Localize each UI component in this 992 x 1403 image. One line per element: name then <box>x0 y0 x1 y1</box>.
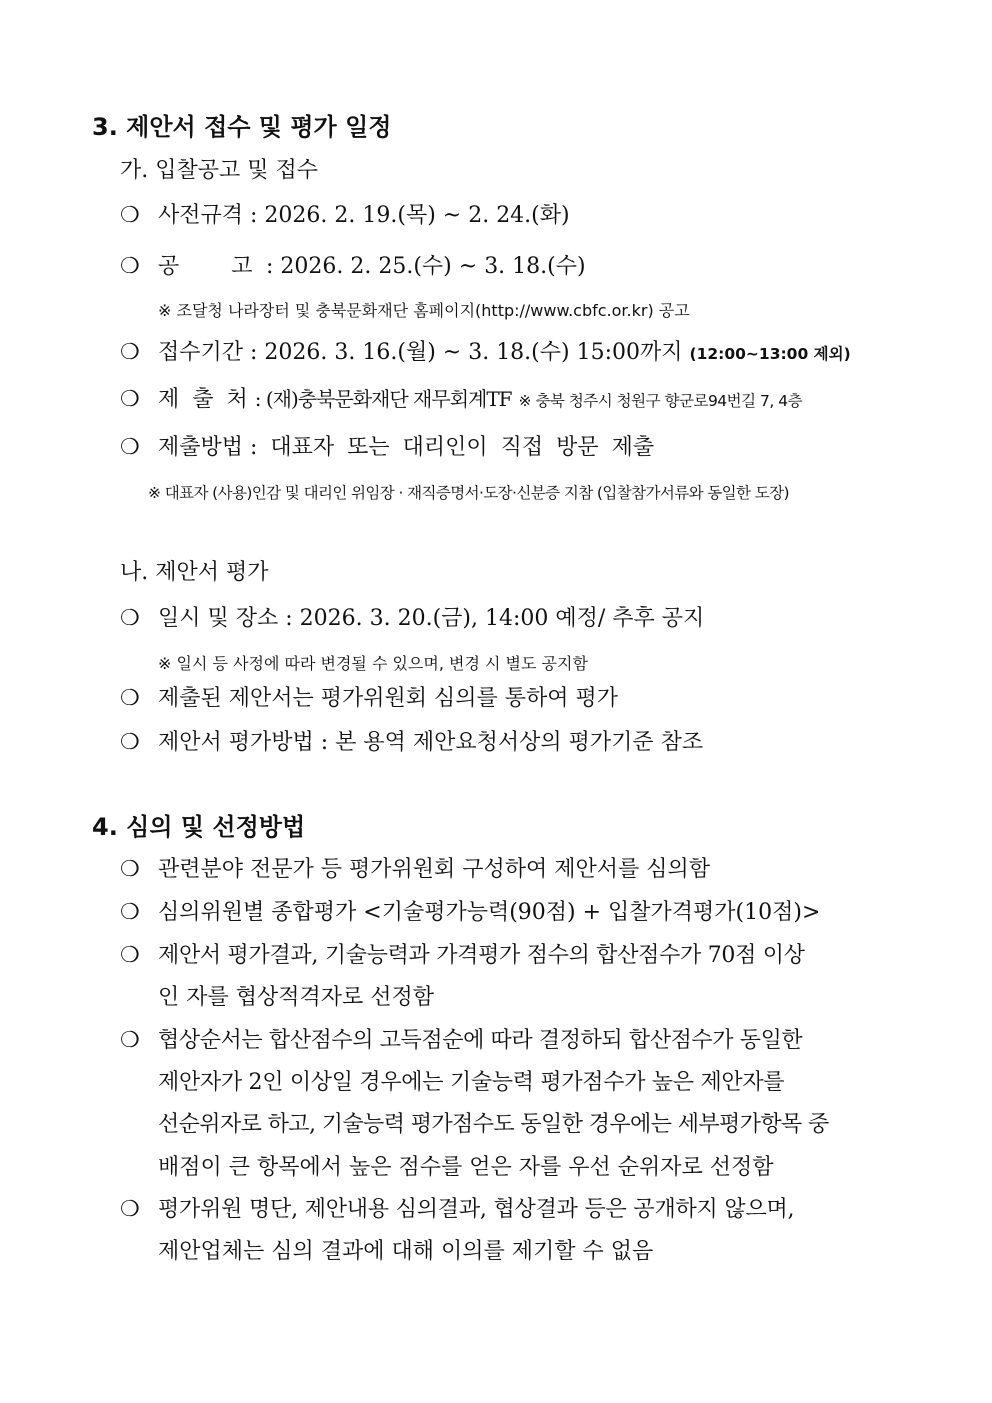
bullet-icon: ❍ <box>120 1028 140 1053</box>
subsection-b-heading: 나. 제안서 평가 <box>120 560 269 585</box>
list-item-place <box>120 387 802 413</box>
bullet-icon: ❍ <box>120 254 140 279</box>
ranking-text-line2: 제안자가 2인 이상일 경우에는 기술능력 평가점수가 높은 제안자를 <box>158 1070 785 1095</box>
bullet-icon: ❍ <box>120 730 140 755</box>
bullet-icon: ❍ <box>120 606 140 631</box>
notice-note: ※ 조달청 나라장터 및 충북문화재단 홈페이지(http://www.cbfc.or.kr) 공고 <box>158 301 690 320</box>
bullet-icon: ❍ <box>120 857 140 882</box>
notice-value: : 2026. 2. 25.(수) ~ 3. 18.(수) <box>266 254 586 279</box>
ranking-text-line4: 배점이 큰 항목에서 높은 점수를 얻은 자를 우선 순위자로 선정함 <box>158 1155 774 1180</box>
section-3-heading: 3. 제안서 접수 및 평가 일정 <box>92 113 392 141</box>
scoring-text: 심의위원별 종합평가 <기술평가능력(90점) + 입찰가격평가(10점)> <box>158 900 821 925</box>
bullet-icon: ❍ <box>120 1197 140 1222</box>
period-value: : 2026. 3. 16.(월) ~ 3. 18.(수) 15:00까지 <box>250 340 683 365</box>
method-note: ※ 대표자 (사용)인감 및 대리인 위임장 · 재직증명서·도장·신분증 지참 (입찰참가서류와 동일한 도장) <box>148 484 789 502</box>
ranking-text-line1: 협상순서는 합산점수의 고득점순에 따라 결정하되 합산점수가 동일한 <box>158 1028 803 1053</box>
pre-spec-label: 사전규격 <box>158 203 244 228</box>
list-item-eval-date <box>120 606 704 632</box>
period-extra: (12:00~13:00 제외) <box>689 345 851 363</box>
period-label: 접수기간 <box>158 340 244 365</box>
method-value: : 대표자 또는 대리인이 직접 방문 제출 <box>250 435 655 460</box>
ranking-text-line3: 선순위자로 하고, 기술능력 평가점수도 동일한 경우에는 세부평가항목 중 <box>158 1112 829 1137</box>
pre-spec-value: : 2026. 2. 19.(목) ~ 2. 24.(화) <box>250 203 570 228</box>
notice-label: 공 고 <box>158 254 253 279</box>
list-item-scoring <box>120 900 820 926</box>
list-item-notice <box>120 254 586 280</box>
list-item-confidentiality <box>120 1197 794 1223</box>
list-item-pre-spec <box>120 203 570 229</box>
bullet-icon: ❍ <box>120 340 140 365</box>
section-4-heading: 4. 심의 및 선정방법 <box>92 813 306 841</box>
list-item-period <box>120 340 851 366</box>
bullet-icon: ❍ <box>120 435 140 460</box>
bullet-icon: ❍ <box>120 203 140 228</box>
committee-text: 관련분야 전문가 등 평가위원회 구성하여 제안서를 심의함 <box>158 857 711 882</box>
bullet-icon: ❍ <box>120 943 140 968</box>
eval-date-text: 일시 및 장소 : 2026. 3. 20.(금), 14:00 예정/ 추후 공지 <box>158 606 705 631</box>
confidentiality-text-line1: 평가위원 명단, 제안내용 심의결과, 협상결과 등은 공개하지 않으며, <box>158 1197 795 1222</box>
list-item-eval-method <box>120 730 703 756</box>
place-label: 제 출 처 <box>158 387 248 412</box>
eval-review-text: 제출된 제안서는 평가위원회 심의를 통하여 평가 <box>158 686 619 711</box>
place-note: ※ 충북 청주시 청원구 향군로94번길 7, 4층 <box>518 392 803 410</box>
bullet-icon: ❍ <box>120 387 140 412</box>
eval-method-text: 제안서 평가방법 : 본 용역 제안요청서상의 평가기준 참조 <box>158 730 704 755</box>
qualification-text-line1: 제안서 평가결과, 기술능력과 가격평가 점수의 합산점수가 70점 이상 <box>158 943 805 968</box>
qualification-text-line2: 인 자를 협상적격자로 선정함 <box>158 985 435 1010</box>
eval-date-note: ※ 일시 등 사정에 따라 변경될 수 있으며, 변경 시 별도 공지함 <box>158 654 588 673</box>
list-item-committee <box>120 857 710 883</box>
list-item-eval-review <box>120 686 618 712</box>
list-item-ranking <box>120 1028 802 1054</box>
place-value: : (재)충북문화재단 재무회계TF <box>254 387 512 411</box>
subsection-a-heading: 가. 입찰공고 및 접수 <box>120 158 318 183</box>
confidentiality-text-line2: 제안업체는 심의 결과에 대해 이의를 제기할 수 없음 <box>158 1239 654 1264</box>
list-item-method <box>120 435 654 461</box>
bullet-icon: ❍ <box>120 686 140 711</box>
list-item-qualification <box>120 943 805 969</box>
method-label: 제출방법 <box>158 435 244 460</box>
bullet-icon: ❍ <box>120 900 140 925</box>
